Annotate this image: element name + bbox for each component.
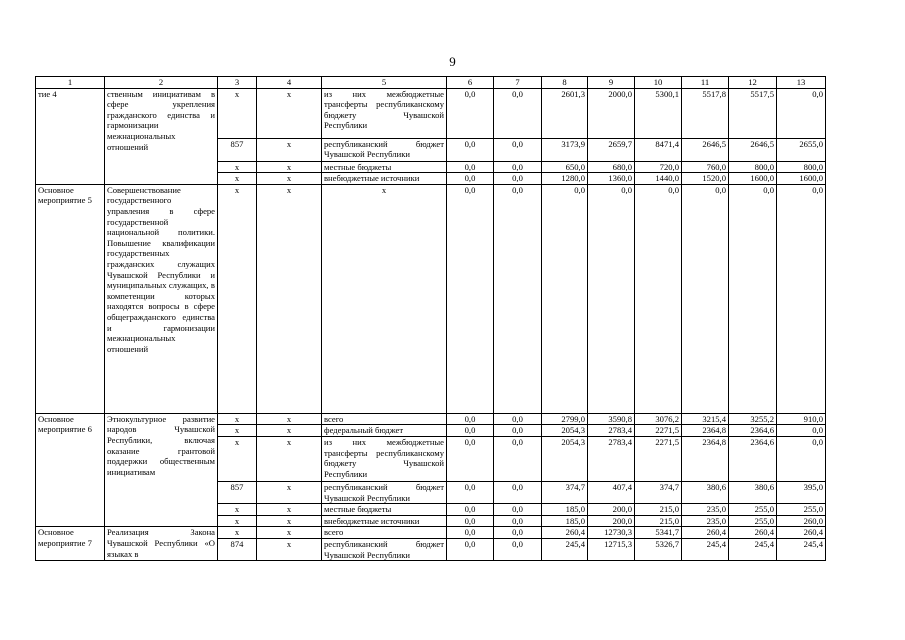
value-cell: 0,0 [447,161,494,173]
code-cell: х [218,504,257,516]
code-cell: х [218,527,257,539]
code-cell: 857 [218,481,257,503]
value-cell: 215,0 [635,515,682,527]
funding-source: республиканский бюджет Чувашской Республики [322,481,447,503]
value-cell: 0,0 [447,481,494,503]
value-cell: 720,0 [635,161,682,173]
code-cell: х [218,413,257,425]
column-header: 7 [494,77,542,89]
code-cell: 857 [218,138,257,161]
value-cell: 5517,8 [682,88,729,138]
value-cell: 380,6 [682,481,729,503]
value-cell: 2646,5 [682,138,729,161]
value-cell: 0,0 [447,184,494,413]
code-cell: х [218,436,257,481]
value-cell: 260,4 [729,527,777,539]
value-cell: 0,0 [777,425,826,437]
activity-description: Совершенствование государственного управления в сфере государственной национальной политики. Повышение квалификации государственных гражданских служащих Чувашской Республики и муниципальных служащих, в компетенции которых находятся вопросы в сфере общегражданского единства и гармонизации межнациональных отношений [105,184,218,413]
value-cell: 0,0 [447,88,494,138]
value-cell: 0,0 [494,504,542,516]
value-cell: 2601,3 [542,88,588,138]
value-cell: 0,0 [729,184,777,413]
value-cell: 0,0 [494,527,542,539]
value-cell: 3173,9 [542,138,588,161]
code-cell: х [218,184,257,413]
value-cell: 0,0 [447,413,494,425]
value-cell: 8471,4 [635,138,682,161]
table-row [36,527,826,539]
code-cell: х [218,88,257,138]
code-cell: х [257,161,322,173]
code-cell: х [257,481,322,503]
value-cell: 910,0 [777,413,826,425]
value-cell: 5517,5 [729,88,777,138]
activity-description: Реализация Закона Чувашской Республики «О языках в [105,527,218,561]
value-cell: 0,0 [494,184,542,413]
value-cell: 2364,8 [682,436,729,481]
value-cell: 0,0 [494,138,542,161]
funding-source: республиканский бюджет Чувашской Республики [322,538,447,560]
page-number: 9 [449,54,456,69]
code-cell: х [257,515,322,527]
table-row [36,413,826,425]
value-cell: 245,4 [542,538,588,560]
code-cell: х [218,425,257,437]
value-cell: 2054,3 [542,425,588,437]
value-cell: 0,0 [494,161,542,173]
value-cell: 255,0 [777,504,826,516]
activity-label: Основное мероприятие 7 [36,527,105,561]
code-cell: х [218,161,257,173]
value-cell: 380,6 [729,481,777,503]
activity-label: Основное мероприятие 5 [36,184,105,413]
value-cell: 0,0 [447,173,494,185]
value-cell: 215,0 [635,504,682,516]
value-cell: 2000,0 [588,88,635,138]
funding-source: х [322,184,447,413]
activity-description: Этнокультурное развитие народов Чувашской Республики, включая оказание грантовой поддержки общественным инициативам [105,413,218,527]
code-cell: х [257,436,322,481]
funding-source: из них межбюджетные трансферты республиканскому бюджету Чувашской Республики [322,88,447,138]
code-cell: х [257,538,322,560]
funding-source: внебюджетные источники [322,515,447,527]
value-cell: 200,0 [588,504,635,516]
column-header: 6 [447,77,494,89]
value-cell: 0,0 [447,138,494,161]
value-cell: 2799,0 [542,413,588,425]
funding-source: внебюджетные источники [322,173,447,185]
value-cell: 3590,8 [588,413,635,425]
value-cell: 260,4 [777,527,826,539]
value-cell: 260,0 [777,515,826,527]
funding-source: местные бюджеты [322,504,447,516]
value-cell: 0,0 [494,481,542,503]
value-cell: 1280,0 [542,173,588,185]
value-cell: 2783,4 [588,425,635,437]
column-header: 1 [36,77,105,89]
code-cell: х [257,527,322,539]
code-cell: х [257,173,322,185]
value-cell: 0,0 [777,184,826,413]
value-cell: 0,0 [588,184,635,413]
value-cell: 395,0 [777,481,826,503]
value-cell: 3215,4 [682,413,729,425]
value-cell: 374,7 [542,481,588,503]
code-cell: х [257,413,322,425]
value-cell: 0,0 [494,538,542,560]
value-cell: 245,4 [777,538,826,560]
value-cell: 0,0 [494,425,542,437]
value-cell: 12730,3 [588,527,635,539]
activity-label: Основное мероприятие 6 [36,413,105,527]
value-cell: 12715,3 [588,538,635,560]
value-cell: 407,4 [588,481,635,503]
value-cell: 0,0 [447,504,494,516]
value-cell: 0,0 [494,436,542,481]
value-cell: 2655,0 [777,138,826,161]
column-header: 13 [777,77,826,89]
value-cell: 1600,0 [729,173,777,185]
code-cell: х [257,425,322,437]
code-cell: х [218,515,257,527]
value-cell: 800,0 [777,161,826,173]
value-cell: 680,0 [588,161,635,173]
value-cell: 374,7 [635,481,682,503]
funding-source: из них межбюджетные трансферты республиканскому бюджету Чувашской Республики [322,436,447,481]
value-cell: 0,0 [447,436,494,481]
value-cell: 235,0 [682,515,729,527]
column-header: 3 [218,77,257,89]
value-cell: 5326,7 [635,538,682,560]
value-cell: 0,0 [447,425,494,437]
value-cell: 2364,8 [682,425,729,437]
value-cell: 2646,5 [729,138,777,161]
value-cell: 2783,4 [588,436,635,481]
value-cell: 0,0 [635,184,682,413]
value-cell: 650,0 [542,161,588,173]
value-cell: 1520,0 [682,173,729,185]
value-cell: 200,0 [588,515,635,527]
value-cell: 0,0 [447,538,494,560]
column-header: 2 [105,77,218,89]
code-cell: х [257,138,322,161]
budget-table [35,76,826,561]
column-header: 11 [682,77,729,89]
value-cell: 800,0 [729,161,777,173]
code-cell: х [257,184,322,413]
value-cell: 0,0 [494,515,542,527]
value-cell: 0,0 [682,184,729,413]
column-header: 9 [588,77,635,89]
code-cell: х [257,504,322,516]
value-cell: 185,0 [542,504,588,516]
column-header: 8 [542,77,588,89]
value-cell: 185,0 [542,515,588,527]
header-row [36,77,826,89]
funding-source: всего [322,413,447,425]
value-cell: 260,4 [542,527,588,539]
value-cell: 2364,6 [729,436,777,481]
code-cell: 874 [218,538,257,560]
value-cell: 260,4 [682,527,729,539]
value-cell: 5300,1 [635,88,682,138]
column-header: 12 [729,77,777,89]
code-cell: х [257,88,322,138]
column-header: 10 [635,77,682,89]
funding-source: местные бюджеты [322,161,447,173]
value-cell: 0,0 [494,88,542,138]
funding-source: республиканский бюджет Чувашской Республики [322,138,447,161]
activity-label: тие 4 [36,88,105,184]
value-cell: 3255,2 [729,413,777,425]
value-cell: 2364,6 [729,425,777,437]
value-cell: 255,0 [729,504,777,516]
value-cell: 255,0 [729,515,777,527]
value-cell: 760,0 [682,161,729,173]
value-cell: 0,0 [777,88,826,138]
value-cell: 2659,7 [588,138,635,161]
value-cell: 245,4 [729,538,777,560]
value-cell: 0,0 [447,515,494,527]
value-cell: 0,0 [447,527,494,539]
value-cell: 3076,2 [635,413,682,425]
code-cell: х [218,173,257,185]
funding-source: федеральный бюджет [322,425,447,437]
value-cell: 0,0 [494,413,542,425]
table-row [36,184,826,413]
value-cell: 245,4 [682,538,729,560]
value-cell: 1600,0 [777,173,826,185]
value-cell: 0,0 [777,436,826,481]
table-row [36,88,826,138]
value-cell: 1440,0 [635,173,682,185]
value-cell: 2054,3 [542,436,588,481]
column-header: 4 [257,77,322,89]
value-cell: 0,0 [542,184,588,413]
value-cell: 235,0 [682,504,729,516]
value-cell: 0,0 [494,173,542,185]
funding-source: всего [322,527,447,539]
column-header: 5 [322,77,447,89]
activity-description: ственным инициативам в сфере укрепления гражданского единства и гармонизации межнациональных отношений [105,88,218,184]
value-cell: 2271,5 [635,425,682,437]
value-cell: 5341,7 [635,527,682,539]
value-cell: 1360,0 [588,173,635,185]
value-cell: 2271,5 [635,436,682,481]
